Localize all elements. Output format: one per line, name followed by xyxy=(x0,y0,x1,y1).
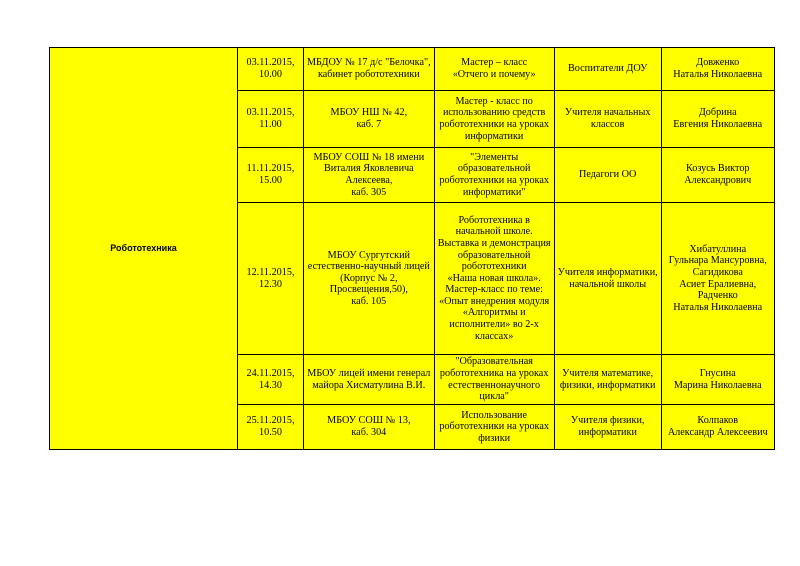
place-cell xyxy=(304,405,435,450)
event-cell xyxy=(434,148,554,203)
audience-line: классов xyxy=(590,119,625,130)
audience-cell xyxy=(554,203,661,355)
responsible-cell xyxy=(661,48,774,91)
date-line: 11.11.2015, xyxy=(246,163,295,175)
responsible-line: Колпаков xyxy=(697,415,739,427)
place-line: Просвещения,50), xyxy=(329,284,408,296)
place-cell xyxy=(304,48,435,91)
responsible-line: Александр Алексеевич xyxy=(667,427,768,438)
event-line: «Опыт внедрения модуля xyxy=(439,295,550,307)
event-cell xyxy=(434,91,554,148)
place-line: МБОУ СОШ № 13, xyxy=(327,415,411,427)
audience-line: Учителя физики, xyxy=(570,415,645,427)
event-cell xyxy=(434,355,554,405)
date-line: 12.11.2015, xyxy=(246,266,295,278)
date-cell xyxy=(238,148,304,203)
place-cell xyxy=(304,203,435,355)
event-line: «Алгоритмы и xyxy=(462,307,526,319)
place-line: естественно-научный лицей xyxy=(307,261,430,273)
responsible-cell xyxy=(661,355,774,405)
responsible-line: Довженко xyxy=(696,57,740,69)
responsible-line: Евгения Николаевна xyxy=(673,119,763,130)
place-line: Алексеева, xyxy=(345,175,393,186)
audience-line: Воспитатели ДОУ xyxy=(567,63,648,75)
event-line: начальной школе. xyxy=(455,226,533,238)
time-line: 12.30 xyxy=(259,278,282,290)
audience-cell xyxy=(554,48,661,91)
audience-cell xyxy=(554,355,661,405)
table-row xyxy=(50,48,775,91)
place-line: (Корпус № 2, xyxy=(340,272,398,284)
place-line: МБОУ НШ № 42, xyxy=(330,107,408,119)
date-line: 24.11.2015, xyxy=(246,367,295,379)
place-line: МБОУ СОШ № 18 имени xyxy=(313,151,425,163)
event-line: исполнители» во 2-х xyxy=(449,319,539,331)
responsible-line: Гульнара Мансуровна, xyxy=(668,255,767,267)
responsible-line: Добрина xyxy=(698,107,737,119)
responsible-line: Наталья Николаевна xyxy=(673,69,763,80)
event-line: робототехники на уроках xyxy=(439,175,549,186)
responsible-line: Марина Николаевна xyxy=(673,379,762,391)
date-line: 03.11.2015, xyxy=(246,107,295,119)
event-cell xyxy=(434,203,554,355)
event-line: естественнонаучного xyxy=(448,379,541,391)
event-line: физики xyxy=(478,432,511,444)
event-line: образовательной xyxy=(457,249,531,261)
event-line: цикла" xyxy=(479,391,509,403)
event-line: информатики" xyxy=(462,186,526,198)
event-line: "Элементы xyxy=(470,151,519,163)
responsible-cell xyxy=(661,91,774,148)
event-cell xyxy=(434,48,554,91)
event-line: Использование xyxy=(461,409,527,421)
responsible-cell xyxy=(661,203,774,355)
time-line: 14.30 xyxy=(259,379,282,391)
event-line: Мастер – класс xyxy=(461,57,528,69)
place-line: кабинет робототехники xyxy=(317,69,420,80)
place-line: каб. 304 xyxy=(351,427,387,438)
event-line: "Образовательная xyxy=(455,356,533,368)
event-line: робототехники на уроках xyxy=(439,119,549,130)
event-line: робототехника на уроках xyxy=(439,367,549,379)
responsible-line: Наталья Николаевна xyxy=(673,301,763,313)
time-line: 10.50 xyxy=(259,427,282,438)
place-line: МБОУ лицей имени генерал xyxy=(307,367,431,379)
time-line: 15.00 xyxy=(259,175,282,186)
date-line: 03.11.2015, xyxy=(246,57,295,69)
responsible-line: Хибатуллина xyxy=(689,243,747,255)
event-line: классах» xyxy=(474,330,514,342)
place-line: каб. 7 xyxy=(356,119,382,130)
time-line: 11.00 xyxy=(259,119,282,130)
audience-line: Учителя начальных xyxy=(564,107,651,119)
audience-line: информатики xyxy=(578,427,637,438)
audience-line: Учителя математике, xyxy=(562,367,654,379)
responsible-line: Гнусина xyxy=(699,367,736,379)
event-line: «Наша новая школа». xyxy=(447,272,541,284)
date-line: 25.11.2015, xyxy=(246,415,295,427)
place-cell xyxy=(304,148,435,203)
date-cell xyxy=(238,355,304,405)
event-line: робототехники на уроках xyxy=(439,421,549,433)
event-line: образовательной xyxy=(457,163,531,175)
place-line: майора Хисматулина В.И. xyxy=(312,379,426,391)
date-cell xyxy=(238,405,304,450)
date-cell xyxy=(238,203,304,355)
responsible-cell xyxy=(661,405,774,450)
schedule-table xyxy=(49,47,775,450)
place-cell xyxy=(304,91,435,148)
audience-line: Педагоги ОО xyxy=(579,169,637,181)
audience-cell xyxy=(554,405,661,450)
event-line: «Отчего и почему» xyxy=(452,69,536,80)
time-line: 10.00 xyxy=(259,69,282,80)
event-line: Выставка и демонстрация xyxy=(437,237,551,249)
place-cell xyxy=(304,355,435,405)
audience-line: начальной школы xyxy=(569,278,647,290)
audience-line: физики, информатики xyxy=(559,379,656,391)
event-line: Мастер-класс по теме: xyxy=(445,284,543,296)
event-line: робототехники xyxy=(461,261,527,273)
place-line: Виталия Яковлевича xyxy=(323,163,414,175)
event-line: использованию средств xyxy=(442,107,546,119)
event-cell xyxy=(434,405,554,450)
event-line: Робототехника в xyxy=(458,214,530,226)
event-line: Мастер - класс по xyxy=(455,95,533,107)
responsible-line: Александрович xyxy=(684,175,752,186)
audience-cell xyxy=(554,91,661,148)
place-line: каб. 305 xyxy=(351,186,387,198)
responsible-line: Асиет Ералиевна, xyxy=(679,278,757,290)
audience-cell xyxy=(554,148,661,203)
place-line: МБОУ Сургутский xyxy=(327,249,411,261)
responsible-line: Радченко xyxy=(697,290,738,302)
topic-cell: Робототехника xyxy=(50,48,238,450)
responsible-cell xyxy=(661,148,774,203)
audience-line: Учителя информатики, xyxy=(557,266,658,278)
date-cell xyxy=(238,48,304,91)
date-cell xyxy=(238,91,304,148)
responsible-line: Козусь Виктор xyxy=(685,163,750,175)
place-line: каб. 105 xyxy=(351,295,387,307)
place-line: МБДОУ № 17 д/с "Белочка", xyxy=(307,57,431,69)
event-line: информатики xyxy=(464,130,524,142)
responsible-line: Сагидикова xyxy=(692,266,743,278)
